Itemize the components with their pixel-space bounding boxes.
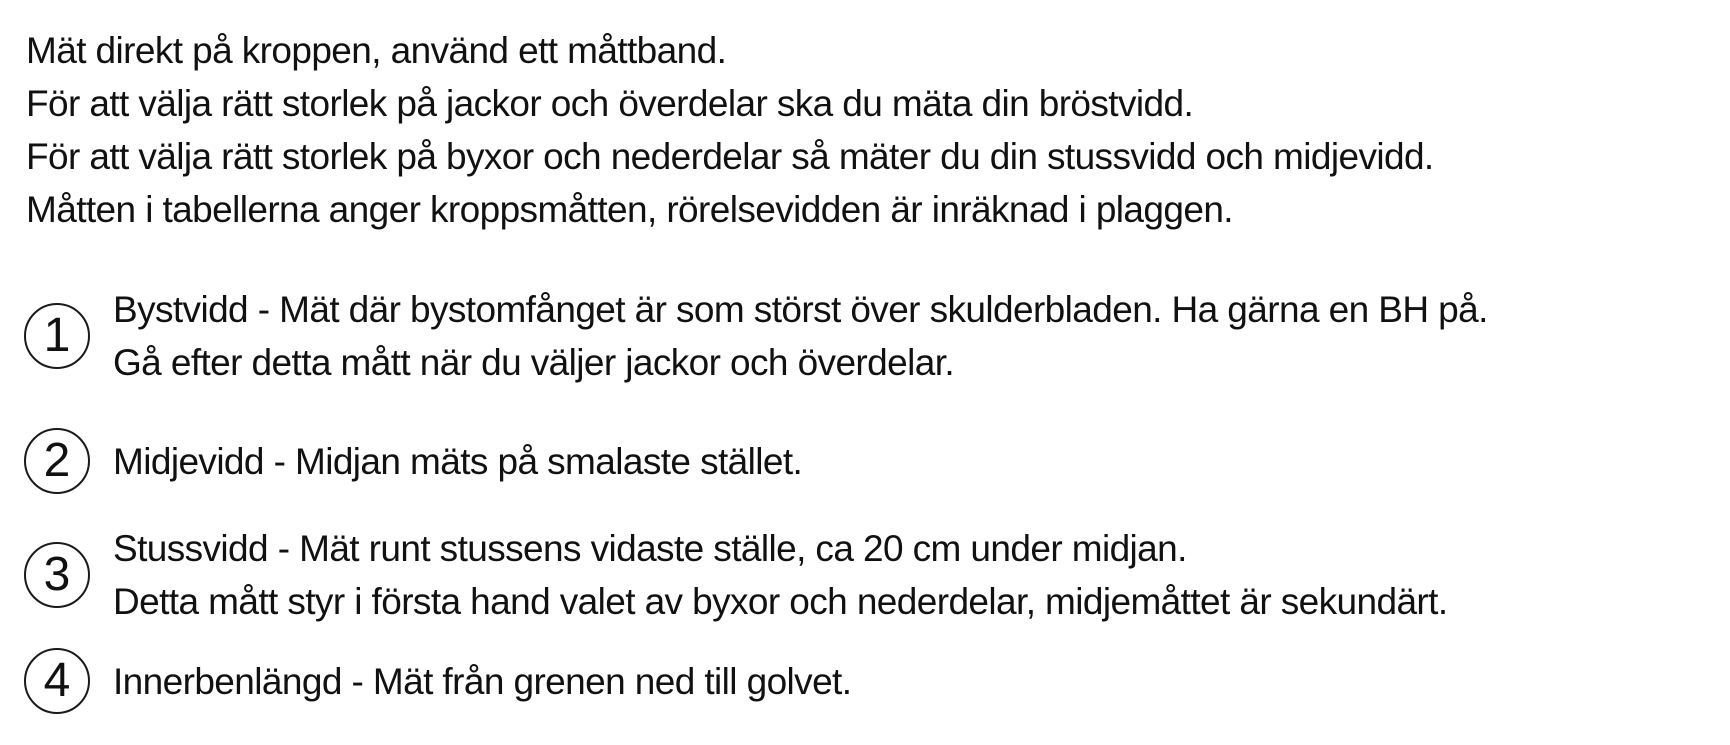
measurement-step-waist [24,428,802,494]
measurement-step-inseam [24,648,851,714]
step-number-badge: 4 [24,648,90,714]
step-number-badge: 1 [24,303,90,369]
intro-line: För att välja rätt storlek på byxor och nederdelar så mäter du din stussvidd och midjevidd. [26,136,1434,177]
step-description [113,655,851,708]
step-number-badge: 2 [24,428,90,494]
step-description [113,435,802,488]
step-description [113,283,1488,389]
step-number-badge: 3 [24,542,90,608]
measurement-step-bust [24,283,1488,389]
intro-line: Måtten i tabellerna anger kroppsmåtten, rörelsevidden är inräknad i plaggen. [26,189,1233,230]
measurement-step-hip [24,522,1448,628]
intro-line: För att välja rätt storlek på jackor och överdelar ska du mäta din bröstvidd. [26,83,1194,124]
step-line: Gå efter detta mått när du väljer jackor och överdelar. [113,342,955,383]
step-line: Innerbenlängd - Mät från grenen ned till golvet. [113,660,852,702]
step-description [113,522,1448,628]
step-line: Stussvidd - Mät runt stussens vidaste ställe, ca 20 cm under midjan. [113,528,1187,569]
step-line: Midjevidd - Midjan mäts på smalaste stället. [113,440,803,482]
step-line: Detta mått styr i första hand valet av byxor och nederdelar, midjemåttet är sekundärt. [113,581,1448,622]
intro-line: Mät direkt på kroppen, använd ett måttband. [26,30,727,71]
step-line: Bystvidd - Mät där bystomfånget är som störst över skulderbladen. Ha gärna en BH på. [113,289,1488,330]
intro-paragraph [26,24,1716,236]
